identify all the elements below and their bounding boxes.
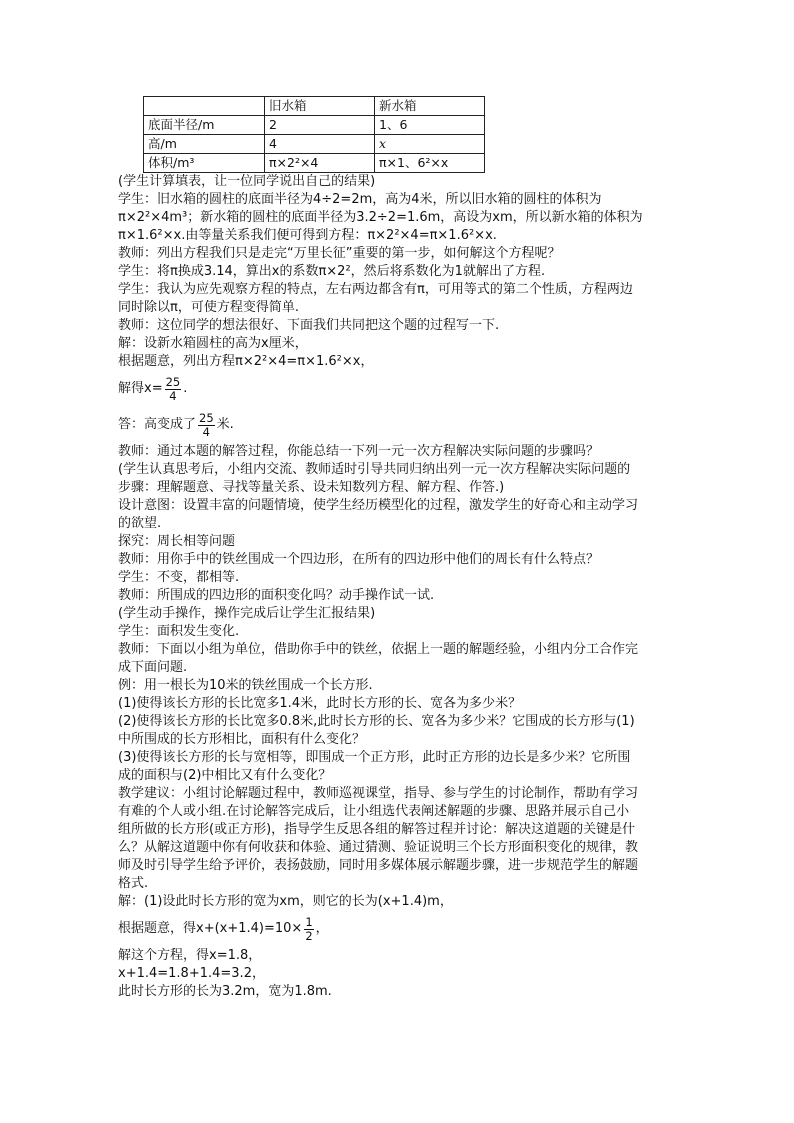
answer-prefix: 答：高变成了 — [118, 417, 197, 432]
text-line: 学生：不变，都相等. — [118, 570, 240, 585]
equation-suffix: ， — [315, 921, 329, 936]
table-header-row — [144, 97, 485, 116]
text-line: (学生认真思考后，小组内交流、教师适时引导共同归纳出列一元一次方程解决实际问题的 — [118, 462, 631, 477]
text-line: 教师：所围成的四边形的面积变化吗？动手操作试一试. — [118, 588, 435, 603]
text-line: π×1.6²×x.由等量关系我们便可得到方程：π×2²×4=π×1.6²×x. — [118, 228, 497, 243]
text-line: 探究：周长相等问题 — [118, 534, 236, 549]
text-line: 学生：我认为应先观察方程的特点，左右两边都含有π，可用等式的第二个性质，方程两边 — [118, 282, 633, 297]
water-tank-table — [143, 96, 485, 173]
text-line: 学生：面积发生变化. — [118, 624, 240, 639]
text-line: (2)使得该长方形的长比宽多0.8米,此时长方形的长、宽各为多少米？它围成的长方形与(1) — [118, 714, 635, 729]
table-cell: 底面半径/m — [144, 116, 265, 135]
text-line: 么？从解这道题中你有何收获和体验、通过猜测、验证说明三个长方形面积变化的规律，教 — [118, 840, 639, 855]
answer-line — [118, 407, 678, 443]
table-row — [144, 116, 485, 135]
fraction-numerator: 25 — [199, 410, 214, 425]
text-line: (3)使得该长方形的长与宽相等，即围成一个正方形，此时正方形的边长是多少米？它所围 — [118, 750, 631, 765]
text-line: 解：设新水箱圆柱的高为x厘米， — [118, 336, 308, 351]
text-line: 同时除以π，可使方程变得简单. — [118, 300, 299, 315]
text-block-2 — [118, 443, 678, 911]
table-header-old: 旧水箱 — [265, 97, 375, 116]
text-line: (1)使得该长方形的长比宽多1.4米，此时长方形的长、宽各为多少米？ — [118, 696, 522, 711]
text-line: 的欲望. — [118, 516, 162, 531]
text-line: 步骤：理解题意、寻找等量关系、设未知数列方程、解方程、作答.) — [118, 480, 505, 495]
text-line: (学生动手操作，操作完成后让学生汇报结果) — [118, 606, 376, 621]
fraction-numerator: 25 — [165, 374, 181, 389]
text-line: 解这个方程，得x=1.8， — [118, 948, 262, 963]
solution-line — [118, 371, 678, 407]
table-cell: 1、6 — [375, 116, 485, 135]
text-line: (学生计算填表，让一位同学说出自己的结果) — [118, 174, 376, 189]
table-row — [144, 154, 485, 173]
text-line: 中所围成的长方形相比，面积有什么变化？ — [118, 732, 366, 747]
fraction — [304, 916, 313, 943]
text-line: 根据题意，列出方程π×2²×4=π×1.6²×x， — [118, 354, 374, 369]
table-cell: x — [375, 135, 485, 154]
text-block-3 — [118, 947, 678, 1001]
table-cell: π×2²×4 — [265, 154, 375, 173]
text-line: 解：(1)设此时长方形的宽为xm，则它的长为(x+1.4)m， — [118, 894, 453, 909]
text-block-1 — [118, 173, 678, 371]
text-line: 此时长方形的长为3.2m，宽为1.8m. — [118, 984, 332, 999]
solution-prefix: 解得x= — [118, 381, 163, 396]
text-line: 教师：列出方程我们只是走完“万里长征”重要的第一步，如何解这个方程呢？ — [118, 246, 561, 261]
table-header-new: 新水箱 — [375, 97, 485, 116]
table-cell — [144, 97, 265, 116]
table-row — [144, 135, 485, 154]
equation-line — [118, 911, 678, 947]
fraction — [198, 412, 215, 439]
solution-suffix: . — [183, 381, 188, 396]
text-line: 设计意图：设置丰富的问题情境，使学生经历模型化的过程，激发学生的好奇心和主动学习 — [118, 498, 639, 513]
fraction — [165, 376, 182, 403]
table-cell: 2 — [265, 116, 375, 135]
text-line: 教师：用你手中的铁丝围成一个四边形，在所有的四边形中他们的周长有什么特点？ — [118, 552, 600, 567]
table-cell: 体积/m³ — [144, 154, 265, 173]
document-page — [118, 96, 678, 1001]
text-line: 成下面问题. — [118, 660, 188, 675]
table-cell: π×1、6²×x — [375, 154, 485, 173]
text-line: 教师：下面以小组为单位，借助你手中的铁丝，依据上一题的解题经验，小组内分工合作完 — [118, 642, 639, 657]
text-line: 教学建议：小组讨论解题过程中，教师巡视课堂，指导、参与学生的讨论制作，帮助有学习 — [118, 786, 639, 801]
text-line: 组所做的长方形(或正方形)，指导学生反思各组的解答过程并讨论：解决这道题的关键是什 — [118, 822, 636, 837]
text-line: 学生：旧水箱的圆柱的底面半径为4÷2=2m，高为4米，所以旧水箱的圆柱的体积为 — [118, 192, 602, 207]
text-line: x+1.4=1.8+1.4=3.2， — [118, 966, 265, 981]
text-line: π×2²×4m³；新水箱的圆柱的底面半径为3.2÷2=1.6m，高设为xm，所以新水箱的体积为 — [118, 210, 643, 225]
text-line: 教师：这位同学的想法很好、下面我们共同把这个题的过程写一下. — [118, 318, 500, 333]
equation-prefix: 根据题意，得x+(x+1.4)=10× — [118, 921, 303, 936]
text-line: 有难的个人或小组.在讨论解答完成后，让小组选代表阐述解题的步骤、思路并展示自己小 — [118, 804, 630, 819]
answer-suffix: 米. — [216, 417, 234, 432]
text-line: 格式. — [118, 876, 149, 891]
text-line: 成的面积与(2)中相比又有什么变化？ — [118, 768, 332, 783]
fraction-numerator: 1 — [305, 914, 313, 929]
text-line: 教师：通过本题的解答过程，你能总结一下列一元一次方程解决实际问题的步骤吗？ — [118, 444, 600, 459]
text-line: 学生：将π换成3.14，算出x的系数π×2²，然后将系数化为1就解出了方程. — [118, 264, 546, 279]
fraction-denominator: 2 — [305, 928, 313, 943]
fraction-denominator: 4 — [169, 388, 177, 403]
fraction-denominator: 4 — [202, 424, 210, 439]
table-cell: 高/m — [144, 135, 265, 154]
text-line: 例：用一根长为10米的铁丝围成一个长方形. — [118, 678, 373, 693]
text-line: 师及时引导学生给予评价，表扬鼓励，同时用多媒体展示解题步骤，进一步规范学生的解题 — [118, 858, 639, 873]
table-cell: 4 — [265, 135, 375, 154]
